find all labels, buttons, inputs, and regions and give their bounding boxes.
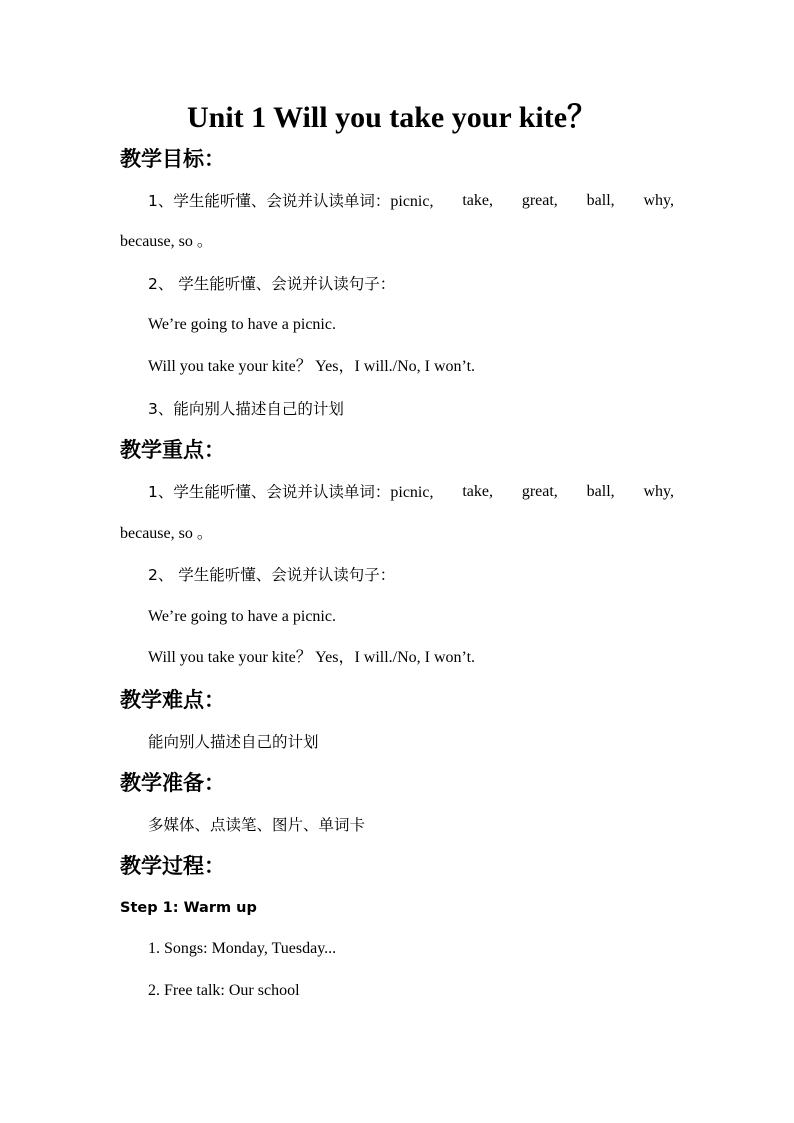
preparation-heading: 教学准备： xyxy=(120,770,225,795)
goals-item-1-prefix: 1、学生能听懂、会说并认读单词：picnic, xyxy=(148,192,434,210)
goals-heading: 教学目标： xyxy=(120,146,225,171)
key-points-sentence-2: Will you take your kite？ Yes，I will./No, I won’t. xyxy=(148,649,476,666)
goals-word: ball, xyxy=(586,192,615,209)
step-1-item-2: 2. Free talk: Our school xyxy=(148,982,300,999)
goals-sentence-1: We’re going to have a picnic. xyxy=(148,316,336,333)
key-points-item-2: 2、 学生能听懂、会说并认读句子： xyxy=(148,566,396,584)
key-points-word: take, xyxy=(462,483,493,500)
goals-item-1-continued: because, so 。 xyxy=(120,233,213,250)
goals-sentence-2: Will you take your kite？ Yes，I will./No, I won’t. xyxy=(148,358,476,375)
difficulty-text: 能向别人描述自己的计划 xyxy=(148,733,319,751)
step-1-title: Step 1: Warm up xyxy=(120,900,257,916)
preparation-text: 多媒体、点读笔、图片、单词卡 xyxy=(148,816,366,834)
key-points-item-1-continued: because, so 。 xyxy=(120,525,213,542)
goals-word: take, xyxy=(462,192,493,209)
goals-item-1 xyxy=(148,190,674,213)
key-points-word: great, xyxy=(521,483,558,500)
step-1-item-1: 1. Songs: Monday, Tuesday... xyxy=(148,940,337,957)
difficulty-heading: 教学难点： xyxy=(120,687,225,712)
goals-item-2: 2、 学生能听懂、会说并认读句子： xyxy=(148,275,396,293)
key-points-item-1 xyxy=(148,481,674,504)
document-title: Unit 1 Will you take your kite？ xyxy=(186,101,598,134)
goals-item-3: 3、能向别人描述自己的计划 xyxy=(148,400,344,418)
key-points-heading: 教学重点： xyxy=(120,437,225,462)
goals-word: great, xyxy=(521,192,558,209)
key-points-sentence-1: We’re going to have a picnic. xyxy=(148,608,336,625)
key-points-item-1-prefix: 1、学生能听懂、会说并认读单词：picnic, xyxy=(148,483,434,501)
goals-word: why, xyxy=(643,192,674,209)
process-heading: 教学过程： xyxy=(120,853,225,878)
key-points-word: ball, xyxy=(586,483,615,500)
key-points-word: why, xyxy=(643,483,674,500)
